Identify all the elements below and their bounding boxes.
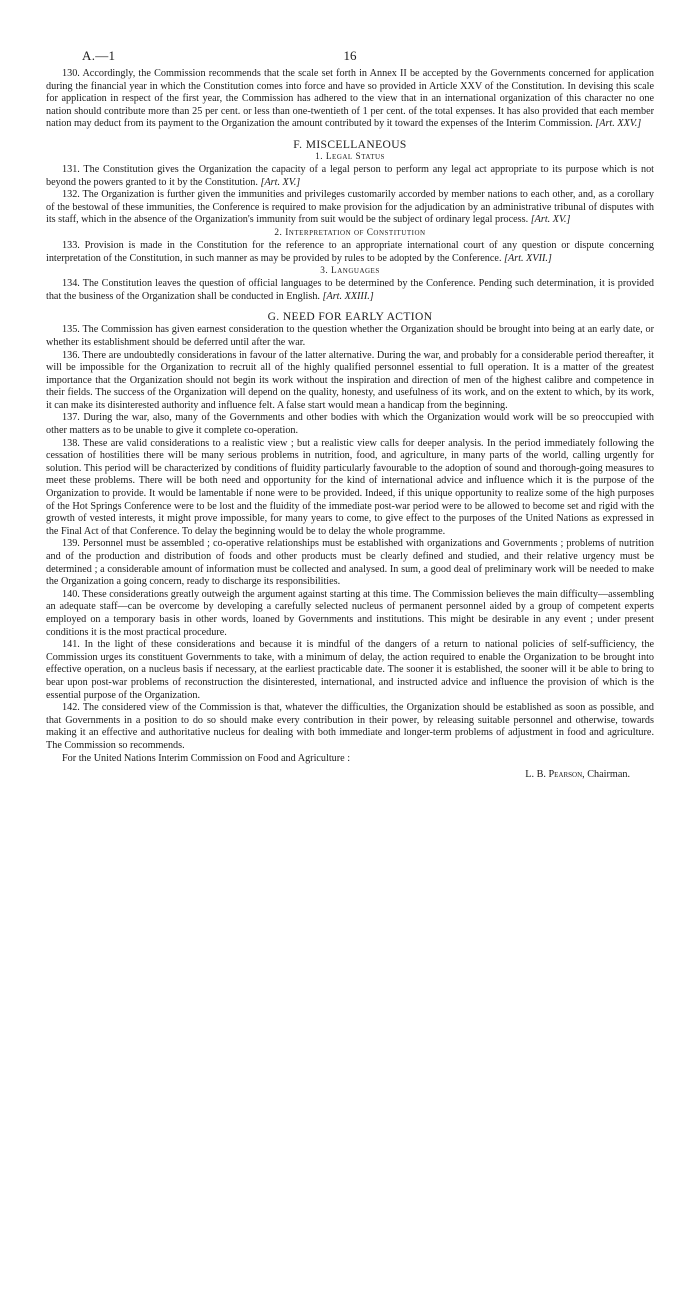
signature bbox=[46, 769, 654, 782]
paragraph-137: 137. During the war, also, many of the Governments and other bodies with which the Organization would work will be so preoccupied with other matters as to be unable to give it complete co-operation. bbox=[46, 412, 654, 437]
subheading-interpretation: 2. Interpretation of Constitution bbox=[274, 227, 426, 238]
paragraph-131: 131. The Constitution gives the Organization the capacity of a legal person to perform any legal act appropriate to its purpose which is not beyond the powers granted to it by the Constitution. [Art. XV.] bbox=[46, 163, 654, 188]
article-reference: [Art. XXV.] bbox=[595, 118, 642, 130]
paragraph-136: 136. There are undoubtedly considerations in favour of the latter alternative. During the war, and probably for a considerable period thereafter, it will be impossible for the Organization to recruit all of the highly qualified personnel essential to full operation. It is a matter of the greatest importance that the Organization should not begin its work without the inspiration and direction of men of the highest calibre and competence in their fields. The success of the Organization will depend on the quality, honesty, and usefulness of its work, and on the extent to which, by its work, it can make its disinterested authority and influence felt. A false start would mean a handicap from the beginning. bbox=[46, 349, 654, 411]
page-number: 16 bbox=[343, 48, 357, 63]
article-reference: [Art. XV.] bbox=[260, 176, 301, 188]
section-heading-early-action: G. NEED FOR EARLY ACTION bbox=[267, 311, 433, 324]
paragraph-134: 134. The Constitution leaves the question of official languages to be determined by the Conference. Pending such determination, it is provided that the business of the Organization shall be conducted in English. [Art. XXIII.] bbox=[46, 278, 654, 302]
article-reference: [Art. XVII.] bbox=[504, 252, 552, 264]
paragraph-142: 142. The considered view of the Commission is that, whatever the difficulties, the Organization should be established as soon as possible, and that Governments in a position to do so should make every contribution in their power, by releasing suitable personnel and otherwise, towards making it an effective and authoritative nucleus for dealing with both immediate and longer-term problems of adjustment in food and agriculture. The Commission so recommends. bbox=[46, 702, 654, 751]
paragraph-141: 141. In the light of these considerations and because it is mindful of the dangers of a return to national policies of self-sufficiency, the Commission urges its constituent Governments to take, with a minimum of delay, the action required to enable the Organization to be brought into effective operation, on a nucleus basis if necessary, at the earliest practicable date. The sooner it is established, the sooner will it be able to bring to bear upon post-war problems of reconstruction the disinterested, international, and instructed advice and influence the provision of which is the essential purpose of the Organization. bbox=[46, 639, 654, 701]
document-body bbox=[46, 68, 654, 782]
paragraph-130: 130. Accordingly, the Commission recommends that the scale set forth in Annex II be accepted by the Governments concerned for application during the financial year in which the Constitution comes into force and have so provided in Article XXV of the Constitution. In devising this scale for application in respect of the first year, the Commission has adhered to the view that in an international organization of this character no one nation should contribute more than 25 per cent. or less than one-twentieth of 1 per cent. of the total expenses. It has also provided that each member nation may deduct from its payment to the Organization the amount contributed by it toward the expenses of the Interim Commission. [Art. XXV.] bbox=[46, 68, 654, 130]
page-header bbox=[46, 0, 654, 63]
paragraph-140: 140. These considerations greatly outweigh the argument against starting at this time. The Commission believes the main difficulty—assembling an adequate staff—can be overcome by developing a carefully selected nucleus of permanent personnel aided by a group of competent experts employed on a temporary basis in other words, loaned by Governments and institutions. This might be desirable in any event ; under present conditions it is the most practical procedure. bbox=[46, 588, 654, 638]
signature-intro: For the United Nations Interim Commission on Food and Agriculture : bbox=[62, 752, 351, 764]
paragraph-139: 139. Personnel must be assembled ; co-operative relationships must be established with organizations and Governments ; problems of nutrition and of the production and distribution of foods and other products must be clearly defined and studied, and their relative urgency must be determined ; a considerable amount of information must be collected and analysed. In sum, a good deal of preliminary work will be needed to make the Organization a going concern, ready to discharge its responsibilities. bbox=[46, 538, 654, 588]
article-reference: [Art. XXIII.] bbox=[322, 290, 374, 302]
article-reference: [Art. XV.] bbox=[530, 214, 571, 226]
paragraph-138: 138. These are valid considerations to a realistic view ; but a realistic view calls for deeper analysis. In the period immediately following the cessation of hostilities there will be many serious problems in nutrition, food, and agriculture, in many parts of the world, calling urgently for solution. This period will be characterized by conditions of fluidity particularly favourable to the adoption of sound and thorough-going measures to meet these problems. There will be both need and opportunity for the kind of international advice and influence which it is the purpose of the Organization to provide. It would be lamentable if none were to be provided. Indeed, if this unique opportunity to realize some of the high purposes of the Hot Springs Conference were to be lost and the fluidity of the immediate post-war period were to be allowed to become set and rigid with the growth of vested interests, it might prove impossible, for many years to come, to give effect to the purposes of the United Nations as expressed in the Final Act of that Conference. To delay the beginning would be to delay the whole programme. bbox=[46, 437, 654, 537]
signatory-title: , Chairman. bbox=[582, 769, 630, 781]
subheading-languages: 3. Languages bbox=[320, 266, 380, 277]
page-reference: A.—1 bbox=[82, 48, 116, 63]
section-heading-miscellaneous: F. MISCELLANEOUS bbox=[293, 138, 407, 151]
paragraph-133: 133. Provision is made in the Constitution for the reference to an appropriate international court of any question or dispute concerning interpretation of the Constitution, in such manner as may be provided by rules to be adopted by the Conference. [Art. XVII.] bbox=[46, 239, 654, 264]
paragraph-132: 132. The Organization is further given the immunities and privileges customarily accorded by member nations to each other, and, as a corollary of the bestowal of these immunities, the Conference is required to make provision for the adjudication by an administrative tribunal of disputes with its staff, which in the absence of the Organization's immunity from suit would be the subject of ordinary legal process. [Art. XV.] bbox=[46, 189, 654, 226]
signatory-name: L. B. Pearson bbox=[525, 769, 583, 781]
paragraph-135: 135. The Commission has given earnest consideration to the question whether the Organization should be brought into being at an early date, or whether its establishment should be deferred until after the war. bbox=[46, 324, 654, 348]
subheading-legal-status: 1. Legal Status bbox=[315, 151, 385, 162]
